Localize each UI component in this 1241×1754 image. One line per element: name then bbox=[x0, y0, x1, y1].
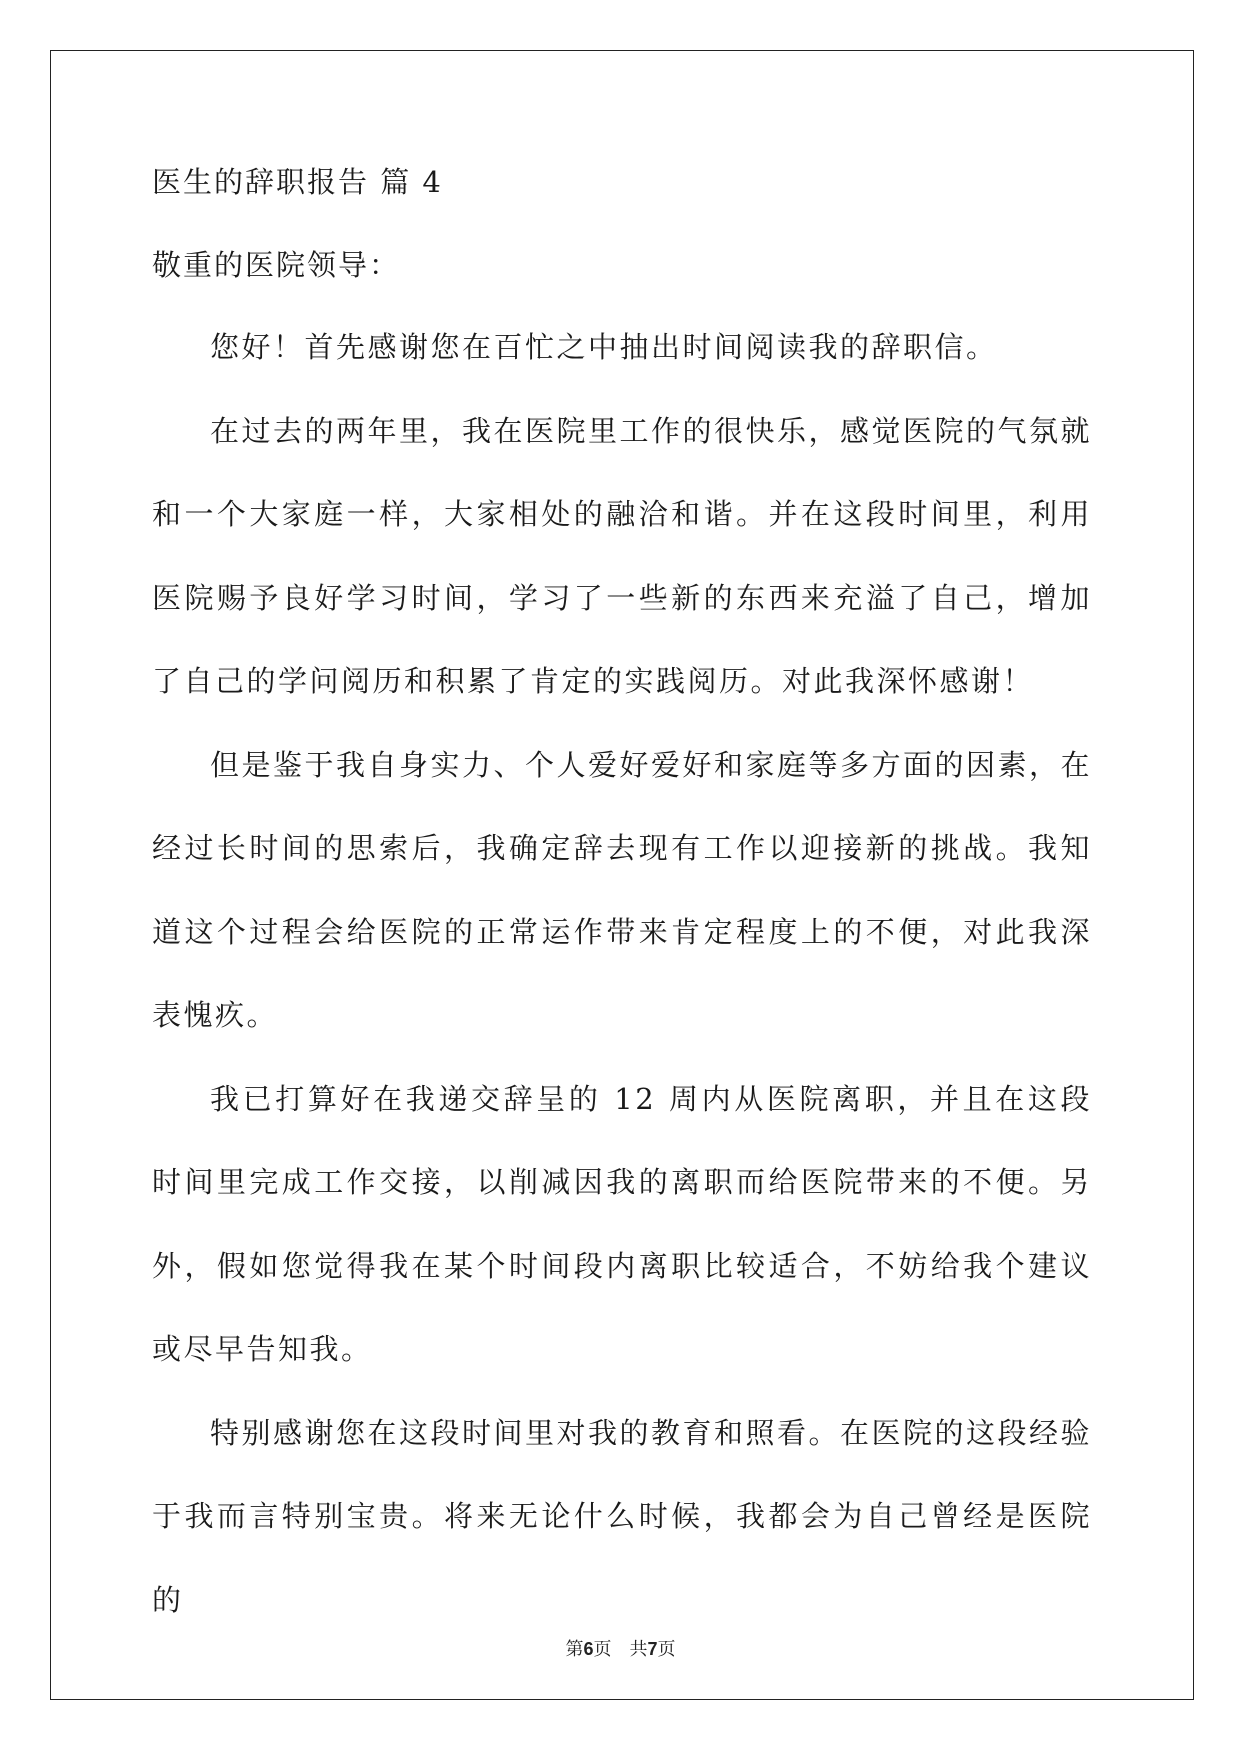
current-page-number: 6 bbox=[583, 1639, 594, 1659]
paragraph-2: 在过去的两年里，我在医院里工作的很快乐，感觉医院的气氛就和一个大家庭一样，大家相处的融洽和谐。并在这段时间里，利用医院赐予良好学习时间，学习了一些新的东西来充溢了自己，增加了自己的学问阅历和积累了肯定的实践阅历。对此我深怀感谢！ bbox=[152, 413, 1093, 698]
footer-middle: 页 共 bbox=[593, 1639, 648, 1660]
footer-suffix: 页 bbox=[657, 1639, 676, 1660]
paragraph-3: 但是鉴于我自身实力、个人爱好爱好和家庭等多方面的因素，在经过长时间的思索后，我确定辞去现有工作以迎接新的挑战。我知道这个过程会给医院的正常运作带来肯定程度上的不便，对此我深表愧疚。 bbox=[152, 747, 1093, 1032]
paragraph-5: 特别感谢您在这段时间里对我的教育和照看。在医院的这段经验于我而言特别宝贵。将来无论什么时候，我都会为自己曾经是医院的 bbox=[152, 1415, 1093, 1617]
salutation: 敬重的医院领导： bbox=[152, 248, 401, 282]
paragraph-4: 我已打算好在我递交辞呈的 12 周内从医院离职，并且在这段时间里完成工作交接，以削减因我的离职而给医院带来的不便。另外，假如您觉得我在某个时间段内离职比较适合，不妨给我个建议或尽早告知我。 bbox=[152, 1081, 1092, 1366]
footer-prefix: 第 bbox=[565, 1639, 584, 1660]
document-title: 医生的辞职报告 篇 4 bbox=[152, 165, 443, 199]
page-footer bbox=[0, 1635, 1241, 1661]
document-body bbox=[152, 162, 1092, 1642]
total-pages-number: 7 bbox=[647, 1639, 658, 1659]
paragraph-1: 您好！首先感谢您在百忙之中抽出时间阅读我的辞职信。 bbox=[210, 330, 998, 364]
